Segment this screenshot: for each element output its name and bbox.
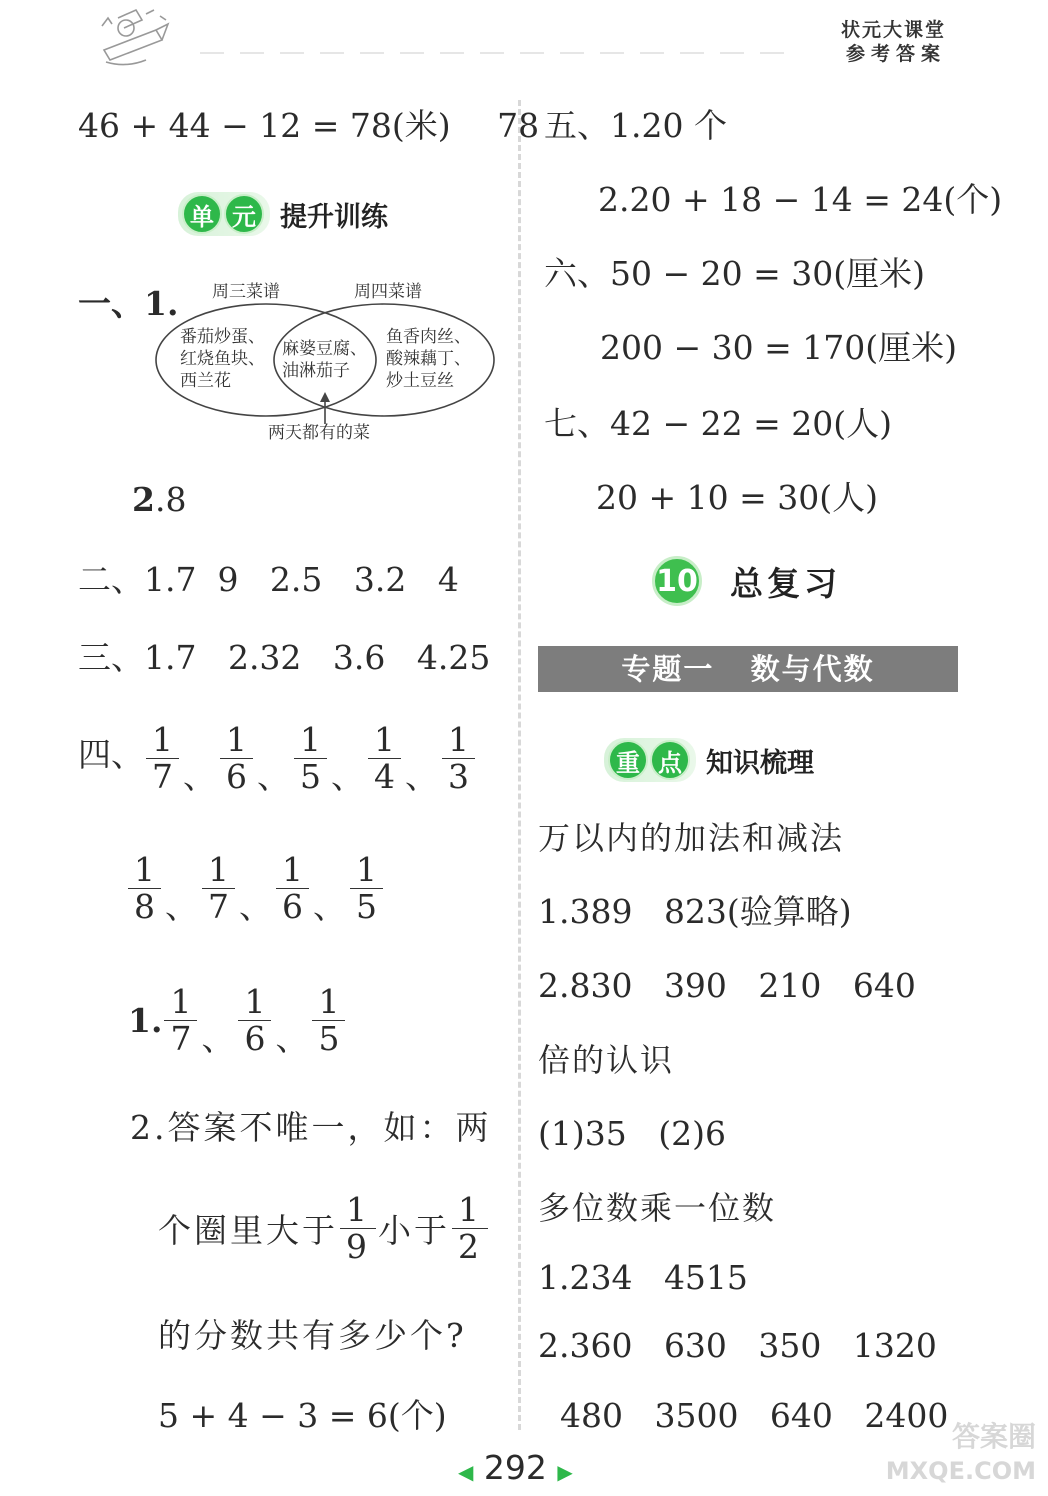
- badge-label: 知识梳理: [706, 747, 814, 779]
- header-logo-illustration: [96, 6, 176, 72]
- answer-line-top: [78, 106, 539, 146]
- q1-2-number: 2: [132, 480, 155, 519]
- s3-answer-2: 2.360 630 350 1320: [538, 1326, 937, 1365]
- venn-left-item: 番茄炒蛋、: [180, 327, 265, 347]
- q2-answer: [78, 560, 459, 600]
- q4-1-fractions: 1. $\frac{1}{7}$ 、 $\frac{1}{6}$ 、 $\frac{1}{5}$: [128, 984, 347, 1057]
- badge-chars: [604, 738, 696, 782]
- answer-value: 78: [497, 106, 540, 145]
- badge-char-1: 单: [182, 194, 222, 234]
- venn-caption: 两天都有的菜: [268, 423, 370, 443]
- fraction: $\frac{1}{3}$: [442, 722, 475, 795]
- q4-2-text-a: 个圈里大于: [158, 1211, 338, 1250]
- venn-right-item: 酸辣藕丁、: [386, 349, 471, 369]
- s1-answer-1: 1.389 823(验算略): [538, 892, 852, 931]
- q4-fraction-row-2: $\frac{1}{8}$ 、 $\frac{1}{7}$ 、 $\frac{1}{6}$ 、 $\frac{1}{5}$: [126, 852, 385, 925]
- fraction: $\frac{1}{5}$: [312, 984, 345, 1057]
- header-subtitle: 参考答案: [845, 43, 946, 65]
- q1-prefix: 一、1.: [78, 284, 179, 323]
- s3-answer-3: 480 3500 640 2400: [560, 1396, 949, 1435]
- s2-answer-1: (1)35 (2)6: [538, 1114, 726, 1153]
- q5-2-answer: 2.20 + 18 − 14 = 24(个): [598, 180, 1003, 219]
- q5-1-answer: 五、1.20 个: [544, 106, 727, 145]
- fraction: $\frac{1}{7}$: [146, 722, 179, 795]
- venn-label-right: 周四菜谱: [354, 282, 422, 302]
- column-divider: [518, 100, 521, 1430]
- badge-char-1: 重: [608, 740, 648, 780]
- badge-label: 提升训练: [280, 201, 388, 233]
- q7-2-answer: 20 + 10 = 30(人): [596, 478, 878, 517]
- fraction: $\frac{1}{6}$: [238, 984, 271, 1057]
- q4-prefix: 四、: [78, 735, 144, 774]
- key-points-badge: [604, 738, 814, 782]
- fraction: $\frac{1}{6}$: [220, 722, 253, 795]
- triangle-left-icon: ◀: [458, 1460, 474, 1484]
- fraction: $\frac{1}{4}$: [368, 722, 401, 795]
- q4-2-line1: 2.答案不唯一，如：两: [130, 1108, 492, 1147]
- q7-1-answer: 七、42 − 22 = 20(人): [544, 404, 892, 443]
- q4-1-label: 1.: [128, 1001, 163, 1040]
- venn-diagram: [150, 274, 500, 454]
- fraction: $\frac{1}{8}$: [128, 852, 161, 925]
- q2-text: 1.7 9 2.5 3.2 4: [144, 560, 459, 599]
- fraction: $\frac{1}{9}$: [340, 1192, 376, 1265]
- q1-2-value: .8: [154, 480, 187, 519]
- venn-middle-item: 油淋茄子: [282, 361, 350, 381]
- venn-middle-item: 麻婆豆腐、: [282, 339, 367, 359]
- venn-left-item: 红烧鱼块、: [180, 349, 265, 369]
- venn-left-item: 西兰花: [180, 371, 231, 391]
- watermark-line1: 答案圈: [951, 1420, 1036, 1453]
- fraction: $\frac{1}{5}$: [350, 852, 383, 925]
- page-number-text: 292: [483, 1448, 547, 1487]
- q4-2-line4: 5 + 4 − 3 = 6(个): [158, 1396, 447, 1435]
- venn-arrow-head: [320, 392, 330, 402]
- q4-2-line2: [158, 1192, 490, 1265]
- watermark-line2: MXQE.COM: [885, 1457, 1036, 1485]
- q4-fraction-row-1: 四、 $\frac{1}{7}$ 、 $\frac{1}{6}$ 、 $\frac{1}{5}$ 、 $\frac{1}{4}$ 、 $\frac{1}{3}$: [78, 722, 477, 795]
- triangle-right-icon: ▶: [557, 1460, 573, 1484]
- section-heading: 万以内的加法和减法: [538, 819, 845, 857]
- s3-answer-1: 1.234 4515: [538, 1258, 748, 1297]
- q3-prefix: 三、: [78, 638, 144, 677]
- chapter-title: 总复习: [730, 563, 841, 603]
- header-dash-rule: [200, 52, 800, 54]
- watermark: [886, 1420, 1036, 1488]
- venn-label-left: 周三菜谱: [212, 282, 280, 302]
- q3-answer: [78, 638, 490, 678]
- chapter-heading: [652, 556, 841, 606]
- fraction: $\frac{1}{2}$: [452, 1192, 488, 1265]
- fraction: $\frac{1}{7}$: [202, 852, 235, 925]
- q2-prefix: 二、: [78, 560, 144, 599]
- venn-right-item: 鱼香肉丝、: [386, 327, 471, 347]
- section-heading: 多位数乘一位数: [538, 1189, 777, 1227]
- fraction: $\frac{1}{6}$: [276, 852, 309, 925]
- header-series-name: 状元大课堂: [840, 19, 946, 41]
- unit-badge: [178, 192, 388, 236]
- q4-2-text-b: 小于: [378, 1211, 450, 1250]
- badge-chars: [178, 192, 270, 236]
- venn-right-item: 炒土豆丝: [386, 371, 454, 391]
- answer-equation: 46 + 44 − 12 = 78(米): [78, 106, 451, 145]
- q6-2-answer: 200 − 30 = 170(厘米): [600, 328, 957, 367]
- badge-char-2: 元: [224, 194, 264, 234]
- fraction: $\frac{1}{5}$: [294, 722, 327, 795]
- page-number: [458, 1448, 573, 1487]
- topic-banner: 专题一 数与代数: [538, 646, 958, 692]
- q4-2-line3: 的分数共有多少个?: [158, 1316, 467, 1355]
- chapter-number: 10: [652, 556, 702, 606]
- section-heading: 倍的认识: [538, 1041, 675, 1079]
- badge-char-2: 点: [650, 740, 690, 780]
- header-title: [841, 18, 946, 66]
- s1-answer-2: 2.830 390 210 640: [538, 966, 916, 1005]
- q6-1-answer: 六、50 − 20 = 30(厘米): [544, 254, 925, 293]
- q3-text: 1.7 2.32 3.6 4.25: [144, 638, 491, 677]
- fraction: $\frac{1}{7}$: [164, 984, 197, 1057]
- q1-2-answer: [132, 480, 186, 520]
